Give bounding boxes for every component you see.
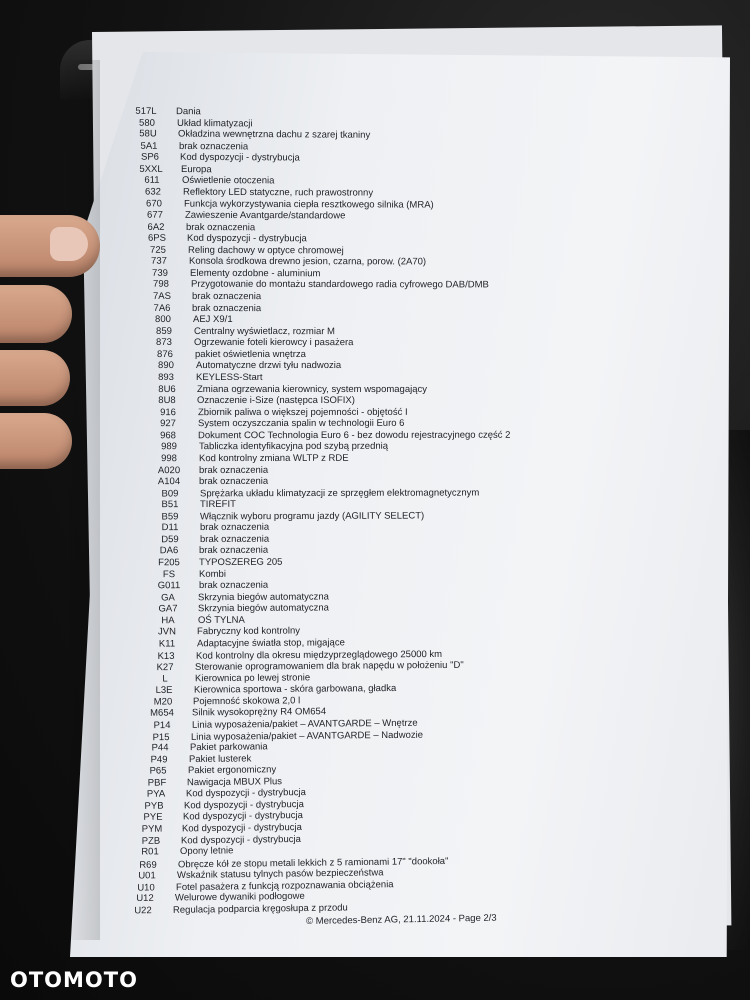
spec-row [145, 626, 300, 638]
option-description: brak oznaczenia [192, 302, 262, 314]
option-code: 998 [161, 453, 177, 465]
spec-row [144, 637, 344, 649]
option-description: TIREFIT [199, 499, 236, 511]
option-code: 893 [158, 372, 175, 383]
option-description: Fotel pasażera z funkcją rozpoznawania obciążenia [175, 879, 394, 893]
option-code: 6A2 [147, 221, 165, 233]
option-description: Kod dyspozycji - dystrybucja [185, 787, 306, 800]
option-code: M654 [150, 707, 175, 720]
option-description: Kombi [198, 568, 226, 580]
option-description: Wskaźnik statusu tylnych pasów bezpieczeństwa [177, 867, 384, 882]
option-description: Linia wyposażenia/pakiet – AVANTGARDE – Wnętrze [191, 717, 418, 731]
option-code: A104 [158, 476, 181, 488]
spec-row [145, 384, 427, 395]
option-description: Skrzynia biegów automatyczna [198, 591, 330, 603]
option-description: Kod kontrolny dla okresu międzyprzeglądowego 25000 km [195, 648, 443, 662]
spec-row [138, 268, 320, 279]
option-description: Obręcze kół ze stopu metali lekkich z 5 ramionami 17" "dookoła" [178, 855, 449, 871]
spec-row [147, 464, 268, 475]
option-code: 611 [144, 175, 160, 187]
option-code: U10 [137, 882, 155, 894]
option-code: 670 [146, 197, 163, 209]
spec-row [142, 326, 335, 337]
spec-row [140, 302, 261, 313]
spec-row [124, 106, 201, 118]
option-code: DA6 [160, 545, 179, 557]
option-code: K13 [157, 650, 175, 662]
option-code: PYB [144, 800, 165, 812]
spec-row [132, 198, 434, 210]
option-description: Fabryczny kod kontrolny [197, 625, 301, 638]
option-code: PBF [147, 777, 166, 789]
spec-row [130, 822, 302, 835]
option-code: 989 [160, 441, 177, 453]
option-code: P14 [153, 719, 171, 732]
option-code: 7AS [152, 290, 171, 302]
option-description: Okładzina wewnętrzna dachu z szarej tkaniny [178, 128, 371, 141]
option-description: brak oznaczenia [198, 579, 268, 592]
option-description: Kod dyspozycji - dystrybucja [184, 798, 305, 812]
spec-row [148, 522, 269, 533]
option-code: K11 [158, 638, 175, 650]
option-code: HA [160, 614, 175, 627]
option-description: Adaptacyjne światła stop, migające [196, 637, 345, 650]
option-description: Automatyczne drzwi tyłu nadwozia [195, 360, 341, 372]
hand [0, 175, 120, 475]
option-description: Kod dyspozycji - dystrybucja [187, 233, 308, 245]
spec-row [136, 244, 344, 256]
option-description: Dokument COC Technologia Euro 6 - bez dowodu rejestracyjnego część 2 [198, 429, 511, 442]
spec-row [145, 395, 355, 406]
option-description: Sterowanie oprogramowaniem dla brak napędu w położeniu "D" [195, 659, 465, 673]
option-code: 859 [155, 325, 172, 337]
option-code: M20 [153, 696, 173, 708]
option-code: B09 [161, 488, 179, 500]
spec-row [140, 707, 326, 720]
spec-row [148, 510, 424, 522]
option-code: 873 [156, 337, 173, 349]
option-description: Silnik wysokoprężny R4 OM654 [192, 706, 327, 719]
option-description: Pojemność skokowa 2,0 l [193, 695, 301, 708]
option-description: Zawieszenie Avantgarde/standardowe [185, 209, 346, 222]
spec-row [126, 128, 370, 141]
option-code: A020 [158, 464, 181, 476]
document-footer: © Mercedes-Benz AG, 21.11.2024 - Page 2/3 [306, 912, 497, 927]
spec-row [129, 164, 212, 175]
spec-row [136, 764, 276, 776]
spec-row [147, 568, 226, 579]
option-code: L [161, 673, 168, 685]
option-code: PYA [146, 788, 165, 801]
option-description: brak oznaczenia [199, 533, 269, 545]
option-code: PZB [141, 835, 161, 847]
option-description: Przygotowanie do montażu standardowego radia cyfrowego DAB/DMB [190, 279, 489, 291]
option-code: 6PS [148, 232, 167, 245]
spec-row [146, 418, 404, 429]
option-description: AEJ X9/1 [193, 314, 233, 326]
option-code: P49 [150, 753, 168, 766]
option-code: P44 [151, 742, 169, 754]
option-description: Elementy ozdobne - aluminium [189, 267, 321, 280]
option-description: OŚ TYLNA [197, 614, 245, 626]
spec-row [143, 349, 306, 360]
option-code: B59 [161, 511, 179, 523]
option-description: Włącznik wyboru programu jazdy (AGILITY SELECT) [199, 510, 424, 523]
option-code: D59 [160, 534, 179, 546]
option-description: Kierownica sportowa - skóra garbowana, gładka [193, 683, 397, 696]
option-code: 968 [160, 430, 177, 442]
option-description: pakiet oświetlenia wnętrza [195, 348, 306, 360]
option-code: 876 [157, 348, 174, 360]
spec-row [146, 591, 329, 603]
option-code: F205 [158, 557, 181, 569]
option-code: FS [162, 568, 176, 580]
option-description: Linia wyposażenia/pakiet – AVANTGARDE – Nadwozie [190, 729, 423, 743]
option-description: Kod kontrolny zmiana WLTP z RDE [199, 452, 349, 465]
spec-row [134, 221, 255, 232]
option-code: 798 [152, 279, 169, 291]
option-description: Pakiet parkowania [189, 741, 268, 754]
option-description: Kod dyspozycji - dystrybucja [180, 833, 301, 847]
option-description: Nawigacja MBUX Plus [186, 776, 282, 789]
option-code: 916 [159, 406, 176, 418]
spec-row [128, 152, 300, 164]
option-code: 8U8 [158, 395, 177, 407]
spec-row [137, 256, 426, 268]
spec-row [135, 233, 307, 245]
spec-row [139, 279, 489, 291]
option-description: Oświetlenie otoczenia [182, 175, 275, 187]
option-code: 7A6 [153, 302, 171, 314]
spec-row [148, 487, 479, 499]
option-description: Pakiet ergonomiczny [187, 764, 276, 777]
option-description: Reling dachowy w optyce chromowej [188, 244, 344, 257]
option-code: L3E [155, 685, 173, 697]
spec-row [147, 557, 282, 569]
option-code: PYM [141, 823, 163, 835]
option-description: brak oznaczenia [199, 545, 269, 557]
option-description: Oznaczenie i-Size (następca ISOFIX) [197, 395, 356, 407]
option-code: 927 [160, 418, 177, 430]
option-code: JVN [158, 626, 177, 638]
option-code: U22 [134, 905, 153, 917]
option-description: Europa [181, 163, 212, 176]
option-code: D11 [161, 522, 178, 534]
option-code: 5XXL [139, 163, 163, 175]
option-code: U12 [135, 893, 154, 905]
option-code: 517L [135, 105, 157, 117]
option-code: U01 [138, 870, 157, 882]
option-description: Układ klimatyzacji [177, 117, 253, 129]
option-description: Zbiornik paliwa o większej pojemności - objętość I [197, 406, 408, 418]
option-description: Skrzynia biegów automatyczna [197, 602, 329, 615]
option-description: Opony letnie [179, 845, 234, 858]
option-description: Centralny wyświetlacz, rozmiar M [193, 325, 335, 337]
option-description: Funkcja wykorzystywania ciepła resztkowego silnika (MRA) [184, 198, 435, 211]
spec-row [139, 729, 423, 743]
option-code: 8U6 [158, 383, 176, 395]
spec-row [131, 186, 373, 198]
option-description: Reflektory LED statyczne, ruch prawostronny [183, 186, 374, 199]
option-code: 739 [151, 267, 168, 279]
spec-row [133, 210, 345, 222]
spec-row [125, 117, 253, 129]
spec-row [142, 337, 353, 348]
option-code: 632 [145, 186, 162, 198]
option-description: Kod dyspozycji - dystrybucja [180, 152, 301, 164]
option-description: Tabliczka identyfikacyjna pod szybą przednią [198, 441, 388, 453]
spec-row [147, 476, 268, 487]
spec-row [138, 741, 268, 753]
spec-row [145, 615, 244, 627]
option-description: brak oznaczenia [191, 291, 261, 303]
spec-row [144, 360, 341, 371]
option-description: Konsola środkowa drewno jesion, czarna, porow. (2A70) [188, 256, 427, 268]
option-description: KEYLESS-Start [196, 372, 263, 383]
option-code: 580 [139, 117, 156, 129]
option-code: 737 [151, 255, 167, 267]
option-description: Welurowe dywaniki podłogowe [174, 891, 305, 904]
option-code: 800 [155, 314, 171, 326]
option-code: 725 [150, 244, 167, 256]
option-code: R01 [140, 846, 159, 858]
spec-row [146, 430, 510, 442]
option-description: Kierownica po lewej stronie [194, 672, 310, 684]
option-code: R69 [139, 859, 158, 871]
option-description: Regulacja podparcia kręgosłupa z przodu [173, 902, 349, 916]
option-description: Pakiet lusterek [188, 753, 252, 765]
spec-row [137, 753, 251, 765]
option-code: 890 [157, 360, 174, 372]
spec-row [146, 603, 329, 615]
option-code: B51 [161, 499, 179, 511]
option-description: brak oznaczenia [186, 221, 256, 233]
option-code: 677 [147, 209, 164, 221]
spec-row [144, 372, 263, 383]
spec-row [128, 846, 233, 858]
spec-row [141, 314, 233, 325]
option-description: brak oznaczenia [179, 140, 249, 153]
otomoto-watermark: OTOMOTO [10, 968, 138, 992]
option-code: GA [161, 592, 176, 604]
option-description: Kod dyspozycji - dystrybucja [183, 810, 304, 823]
spec-row [148, 499, 236, 510]
option-code: GA7 [158, 603, 178, 615]
option-description: brak oznaczenia [199, 475, 269, 488]
spec-row [139, 291, 260, 302]
option-code: 58U [139, 128, 157, 140]
spec-row [146, 407, 408, 418]
option-code: 5A1 [140, 140, 158, 152]
spec-row [143, 672, 310, 684]
option-description: Dania [175, 106, 201, 118]
option-description: brak oznaczenia [199, 522, 269, 534]
option-code: K27 [156, 662, 174, 674]
spec-row [147, 453, 349, 464]
spec-row [147, 441, 388, 452]
spec-row [130, 175, 274, 187]
option-code: P15 [152, 731, 170, 743]
option-description: Ogrzewanie foteli kierowcy i pasażera [194, 337, 354, 349]
option-code: SP6 [141, 151, 160, 163]
option-code: PYE [143, 812, 163, 824]
option-description: Sprężarka układu klimatyzacji ze sprzęgłem elektromagnetycznym [199, 487, 479, 499]
spec-row [147, 534, 268, 546]
option-description: TYPOSZEREG 205 [199, 556, 283, 569]
option-code: G011 [157, 580, 180, 592]
option-description: Zmiana ogrzewania kierownicy, system wspomagający [196, 383, 427, 395]
option-description: brak oznaczenia [199, 464, 269, 476]
option-description: System oczyszczania spalin w technologii Euro 6 [198, 418, 405, 430]
spec-row [147, 580, 268, 592]
spec-row [127, 140, 248, 152]
option-description: Kod dyspozycji - dystrybucja [182, 822, 303, 835]
spec-row [147, 545, 268, 557]
option-code: P65 [149, 765, 167, 777]
